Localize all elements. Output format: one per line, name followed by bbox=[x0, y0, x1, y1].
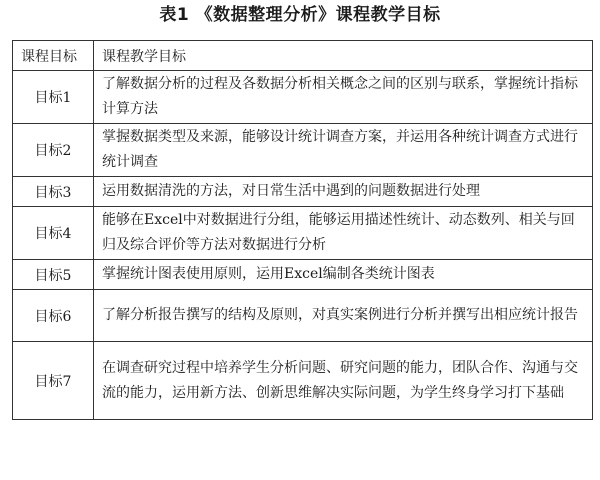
goal-description: 了解数据分析的过程及各数据分析相关概念之间的区别与联系，掌握统计指标计算方法 bbox=[94, 71, 593, 124]
goal-label: 目标4 bbox=[13, 207, 94, 260]
course-objectives-table bbox=[12, 40, 593, 420]
goal-description: 掌握数据类型及来源，能够设计统计调查方案，并运用各种统计调查方式进行统计调查 bbox=[94, 124, 593, 177]
table-row bbox=[13, 260, 593, 290]
table-row bbox=[13, 177, 593, 207]
goal-description: 运用数据清洗的方法，对日常生活中遇到的问题数据进行处理 bbox=[94, 177, 593, 207]
goal-label: 目标6 bbox=[13, 290, 94, 342]
table-caption: 表1 《数据整理分析》课程教学目标 bbox=[159, 5, 441, 25]
table-header-row bbox=[13, 41, 593, 71]
table-row bbox=[13, 342, 593, 420]
goal-label: 目标2 bbox=[13, 124, 94, 177]
column-header-course-goal: 课程目标 bbox=[13, 41, 94, 71]
goal-label: 目标1 bbox=[13, 71, 94, 124]
table-row bbox=[13, 124, 593, 177]
goal-description: 掌握统计图表使用原则，运用Excel编制各类统计图表 bbox=[94, 260, 593, 290]
table-row bbox=[13, 290, 593, 342]
goal-description: 在调查研究过程中培养学生分析问题、研究问题的能力，团队合作、沟通与交流的能力，运用新方法、创新思维解决实际问题，为学生终身学习打下基础 bbox=[94, 342, 593, 420]
table-row bbox=[13, 207, 593, 260]
goal-label: 目标7 bbox=[13, 342, 94, 420]
table-row bbox=[13, 71, 593, 124]
goal-label: 目标5 bbox=[13, 260, 94, 290]
goal-description: 了解分析报告撰写的结构及原则，对真实案例进行分析并撰写出相应统计报告 bbox=[94, 290, 593, 342]
goal-label: 目标3 bbox=[13, 177, 94, 207]
goal-description: 能够在Excel中对数据进行分组，能够运用描述性统计、动态数列、相关与回归及综合评价等方法对数据进行分析 bbox=[94, 207, 593, 260]
column-header-teaching-goal: 课程教学目标 bbox=[94, 41, 593, 71]
